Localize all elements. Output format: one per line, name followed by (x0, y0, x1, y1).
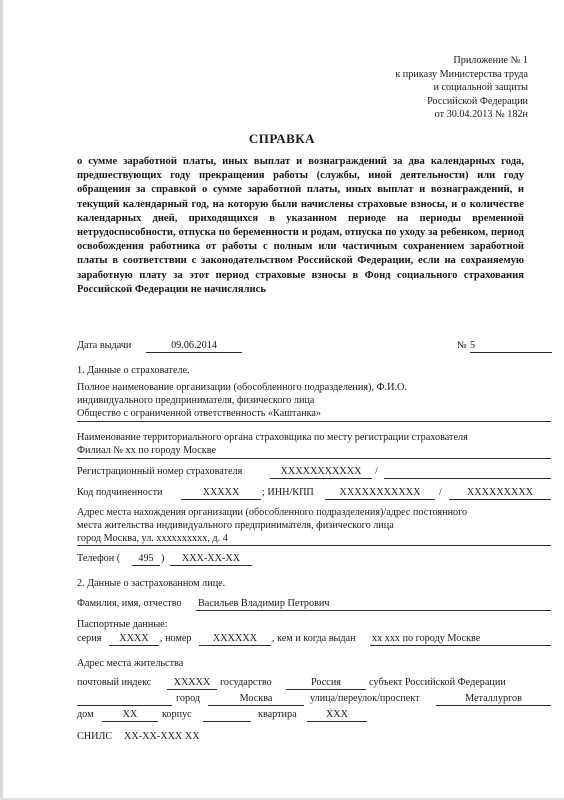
phone-code: 495 (138, 553, 154, 564)
city-underline (208, 705, 304, 706)
street-underline (436, 705, 551, 706)
address-value: город Москва, ул. хххххххххх, д. 4 (77, 533, 228, 544)
city-label: город (176, 693, 201, 704)
passport-issued-label: , кем и когда выдан (272, 633, 356, 644)
phone-label: Телефон ( (77, 553, 121, 564)
appendix-reference (395, 54, 528, 122)
org-name-underline (77, 421, 551, 422)
scan-edge (0, 0, 3, 800)
country-underline (286, 689, 366, 690)
appendix-line: от 30.04.2013 № 182н (434, 109, 528, 120)
org-name-label-cont: индивидуального предпринимателя, физического лица (77, 395, 315, 406)
section-1-title: 1. Данные о страхователе. (77, 365, 190, 376)
issue-date-underline (146, 352, 242, 353)
street-value: Металлургов (465, 693, 522, 704)
inn-kpp-slash: / (439, 487, 442, 498)
snils-value: ХХ-ХХ-ХХХ ХХ (124, 731, 200, 742)
org-name-value: Общество с ограниченной ответственность «Каштанка» (77, 408, 322, 419)
territorial-underline (77, 458, 551, 459)
snils-label: СНИЛС (77, 731, 113, 742)
apartment-label: квартира (258, 709, 297, 720)
kpp-value: ХХХХХХХХХ (466, 487, 534, 498)
residence-label: Адрес места жительства (77, 658, 184, 669)
section-2-title: 2. Данные о застрахованном лице. (77, 578, 226, 589)
house-underline (102, 721, 158, 722)
issue-date-label: Дата выдачи (77, 340, 132, 351)
address-label: Адрес места нахождения организации (обособленного подразделения)/адрес постоянного (77, 507, 468, 518)
house-value: ХХ (122, 709, 138, 720)
postal-value: ХХХХХ (173, 677, 211, 688)
house-label: дом (77, 709, 94, 720)
org-name-label: Полное наименование организации (обособленного подразделения), Ф.И.О. (77, 382, 407, 393)
building-label: корпус (162, 709, 192, 720)
reg-number-label: Регистрационный номер страхователя (77, 466, 243, 477)
series-label: серия (77, 633, 102, 644)
territorial-label: Наименование территориального органа страховщика по месту регистрации страхователя (77, 432, 468, 443)
country-label: государство (220, 677, 272, 688)
passport-number-underline (199, 645, 271, 646)
issue-date-value: 09.06.2014 (171, 340, 217, 351)
territorial-value: Филиал № хх по городу Москве (77, 445, 217, 456)
document-subtitle: о сумме заработной платы, иных выплат и вознаграждений за два календарных года, предшествующих году прекращения работы (службы, иной деятельности) или году обращения за справкой о сумме заработной платы, иных выплат и вознаграждений, и текущий календарный год, на которую были начислены страховые взносы, и о количестве календарных дней, приходящихся в указанном периоде на периоды временной нетрудоспособности, отпуска по беременности и родам, отпуска по уходу за ребенком, период освобождения работника от работы с полным или частичным сохранением заработной платы в соответствии с законодательством Российской Федерации, если на сохраняемую заработную плату за этот период страховые взносы в Фонд социального страхования Российской Федерации не начислялись (77, 156, 524, 295)
street-label: улица/переулок/проспект (310, 693, 420, 704)
address-label-cont: места жительства индивидуального предпринимателя, физического лица (77, 520, 394, 531)
passport-number-value: ХХХХХХ (212, 633, 258, 644)
subordination-value: ХХХХХ (202, 487, 240, 498)
region-value-underline (77, 705, 172, 706)
fio-underline (196, 610, 551, 611)
city-value: Москва (239, 693, 273, 704)
fio-label: Фамилия, имя, отчество (77, 598, 182, 609)
phone-value: ХХХ-ХХ-ХХ (181, 553, 241, 564)
appendix-line: Российской Федерации (427, 95, 528, 107)
reg-number-underline (270, 478, 372, 479)
phone-code-underline (132, 565, 160, 566)
series-underline (109, 645, 159, 646)
passport-issued-value: хх ххх по городу Москве (372, 633, 481, 644)
subordination-underline (181, 499, 261, 500)
issue-number-underline (470, 352, 552, 353)
postal-underline (167, 689, 217, 690)
series-value: ХХХХ (119, 633, 149, 644)
subordination-label: Код подчиненности (77, 487, 163, 498)
appendix-line: Приложение № 1 (453, 55, 528, 66)
phone-paren: ) (161, 553, 165, 564)
reg-number-slash: / (375, 466, 378, 477)
passport-label: Паспортные данные: (77, 619, 168, 630)
postal-label: почтовый индекс (77, 677, 152, 688)
country-value: Россия (311, 677, 341, 688)
issue-number-label: № (457, 340, 467, 351)
fio-value: Васильев Владимир Петрович (198, 598, 330, 609)
apartment-underline (307, 721, 367, 722)
document-title: СПРАВКА (248, 131, 316, 146)
inn-value: ХХХХХХХХХХХ (339, 487, 421, 498)
building-underline (203, 721, 251, 722)
reg-number-extra-underline (384, 478, 551, 479)
region-label: субъект Российской Федерации (369, 677, 506, 688)
issue-number-value: 5 (470, 340, 476, 351)
phone-underline (170, 565, 252, 566)
passport-number-label: , номер (160, 633, 192, 644)
address-underline (77, 545, 551, 546)
passport-issued-underline (370, 645, 551, 646)
reg-number-value: ХХХХХХХХХХХ (280, 466, 362, 477)
kpp-underline (449, 499, 551, 500)
apartment-value: ХХХ (325, 709, 349, 720)
appendix-line: к приказу Министерства труда (395, 68, 528, 80)
appendix-line: и социальной защиты (433, 82, 528, 93)
inn-kpp-label: ; ИНН/КПП (262, 487, 314, 498)
inn-underline (325, 499, 435, 500)
